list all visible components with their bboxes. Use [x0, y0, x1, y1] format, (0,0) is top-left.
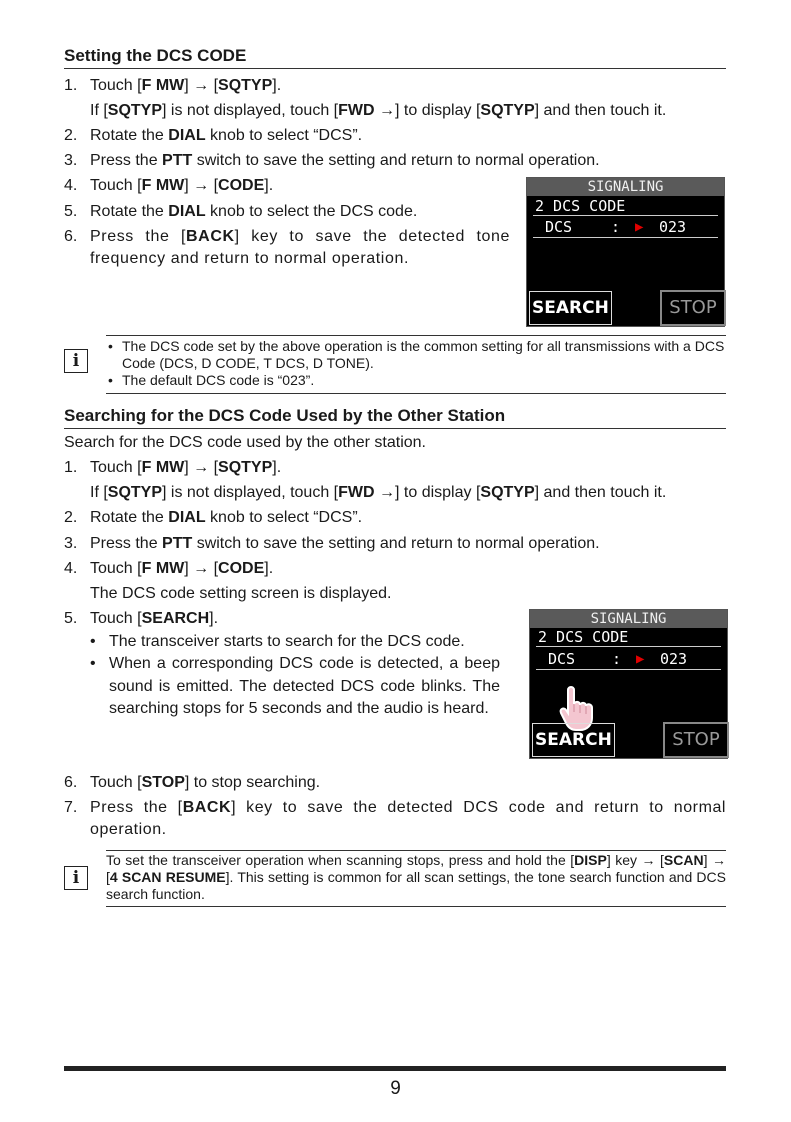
step-number: 2.: [64, 509, 78, 526]
step-number: 5.: [64, 610, 78, 627]
step-number: 1.: [64, 77, 78, 94]
search-button[interactable]: SEARCH: [532, 723, 615, 757]
step-text: Touch [SEARCH].: [90, 610, 219, 627]
step-number: 3.: [64, 152, 78, 169]
step-text: If [SQTYP] is not displayed, touch [FWD →] to display [SQTYP] and then touch it.: [90, 102, 667, 119]
stop-button[interactable]: STOP: [663, 722, 729, 758]
section-title-searching-dcs: Searching for the DCS Code Used by the Other Station: [64, 406, 726, 429]
step-text: Touch [F MW] → [CODE].: [90, 177, 274, 194]
step-number: 6.: [64, 228, 78, 245]
step-text: If [SQTYP] is not displayed, touch [FWD →] to display [SQTYP] and then touch it.: [90, 484, 667, 501]
step-number: 1.: [64, 459, 78, 476]
screen-dcs-label: DCS: [548, 650, 576, 668]
note-bullet: • The default DCS code is “023”.: [108, 372, 315, 388]
step-number: 3.: [64, 535, 78, 552]
red-arrow-icon: ▶: [636, 651, 645, 667]
step-text: Press the [BACK] key to save the detected tone frequency and return to normal operation.: [90, 228, 511, 267]
screen-title: SIGNALING: [530, 610, 727, 628]
screen-dcs-label: DCS: [545, 218, 573, 236]
step-text: Touch [F MW] → [SQTYP].: [90, 77, 282, 94]
screen-colon: :: [612, 650, 622, 668]
screen-menu-item: 2 DCS CODE: [535, 197, 626, 215]
screen-divider: [533, 215, 718, 216]
step-number: 2.: [64, 127, 78, 144]
note-bullet: • The DCS code set by the above operation is the common setting for all transmissions with a DCS Code (DCS, D CODE, T DCS, D TONE).: [108, 338, 725, 371]
step-text: Press the PTT switch to save the setting and return to normal operation.: [90, 152, 600, 169]
section-intro: Search for the DCS code used by the other station.: [64, 434, 426, 451]
step-text: Touch [F MW] → [SQTYP].: [90, 459, 282, 476]
screen-divider: [536, 646, 721, 647]
step-text: Touch [F MW] → [CODE].: [90, 560, 274, 577]
footer-rule: [64, 1066, 726, 1071]
step-number: 6.: [64, 774, 78, 791]
red-arrow-icon: ▶: [635, 219, 644, 235]
radio-screen: [526, 177, 725, 327]
step-text: Rotate the DIAL knob to select the DCS code.: [90, 203, 418, 220]
step-text: Press the PTT switch to save the setting and return to normal operation.: [90, 535, 600, 552]
note-text: [106, 338, 726, 389]
screen-title: SIGNALING: [527, 178, 724, 196]
note-box: [64, 335, 726, 395]
step-bullet: • The transceiver starts to search for the DCS code.: [90, 633, 465, 650]
note-text: To set the transceiver operation when scanning stops, press and hold the [DISP] key → [SCAN] → [4 SCAN RESUME]. This setting is common for all scan settings, the tone search function and DCS search function.: [106, 852, 726, 902]
step-text: Rotate the DIAL knob to select “DCS”.: [90, 509, 363, 526]
note-bottom-rule: [106, 906, 726, 907]
step-text: Rotate the DIAL knob to select “DCS”.: [90, 127, 363, 144]
note-box: [64, 850, 726, 908]
note-top-rule: [106, 335, 726, 336]
step-text: Press the [BACK] key to save the detected DCS code and return to normal operation.: [90, 799, 726, 838]
note-bottom-rule: [106, 393, 726, 394]
screen-dcs-value: 023: [659, 218, 687, 236]
step-number: 4.: [64, 560, 78, 577]
section-title-setting-dcs: Setting the DCS CODE: [64, 46, 726, 69]
screen-colon: :: [611, 218, 621, 236]
page-number: 9: [390, 1078, 401, 1099]
step-number: 4.: [64, 177, 78, 194]
step-text: Touch [STOP] to stop searching.: [90, 774, 321, 791]
info-icon: i: [64, 349, 88, 373]
screen-menu-item: 2 DCS CODE: [538, 628, 629, 646]
search-button[interactable]: SEARCH: [529, 291, 612, 325]
screen-dcs-value: 023: [660, 650, 688, 668]
info-icon: i: [64, 866, 88, 890]
step-text: The DCS code setting screen is displayed.: [90, 585, 392, 602]
screen-divider: [533, 237, 718, 238]
note-top-rule: [106, 850, 726, 851]
screen-divider: [536, 669, 721, 670]
stop-button[interactable]: STOP: [660, 290, 726, 326]
step-bullet: • When a corresponding DCS code is detected, a beep sound is emitted. The detected DCS code blinks. The searching stops for 5 seconds and the audio is heard.: [90, 655, 500, 717]
step-number: 5.: [64, 203, 78, 220]
step-number: 7.: [64, 799, 78, 816]
radio-screen-searching: [529, 609, 728, 759]
